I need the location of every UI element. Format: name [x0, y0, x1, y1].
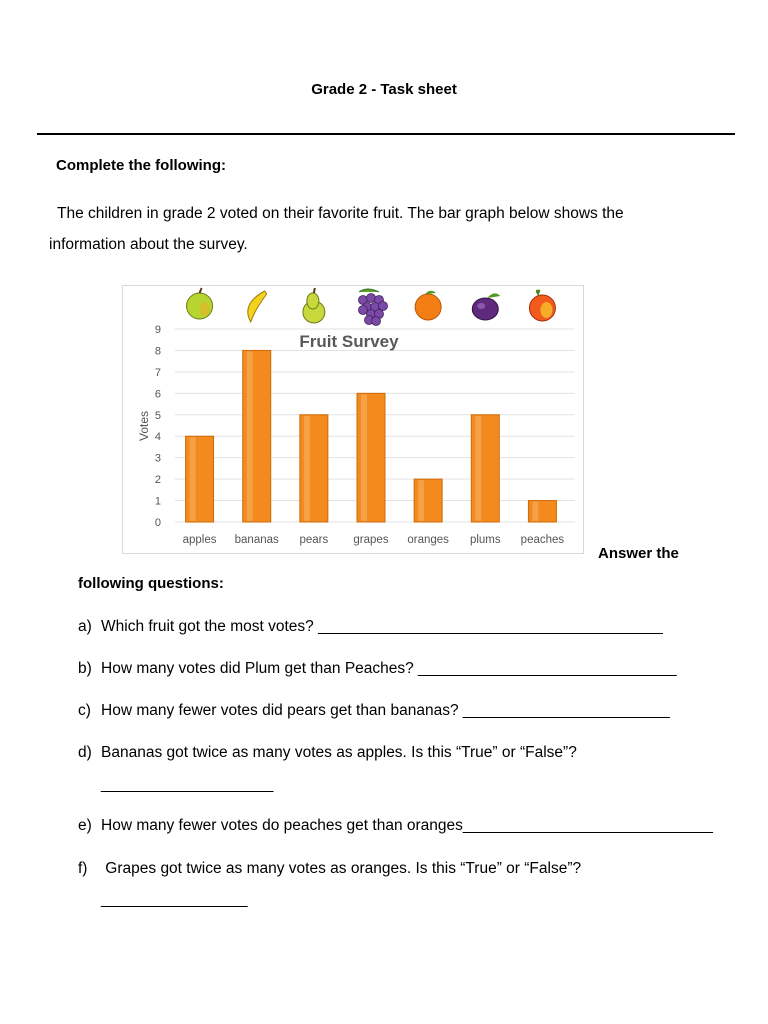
pear-icon [303, 288, 325, 323]
question-letter: a) [78, 618, 92, 635]
y-tick-label: 5 [154, 409, 161, 422]
chart-title: Fruit Survey [299, 332, 399, 351]
peach-icon [529, 290, 555, 321]
bar-highlight [304, 416, 310, 521]
question-letter: c) [78, 702, 91, 719]
y-tick-label: 9 [154, 324, 161, 336]
answer-heading-part2: following questions: [78, 575, 224, 592]
question-letter: b) [78, 660, 92, 677]
question-letter: d) [78, 744, 92, 761]
bar-highlight [418, 480, 424, 521]
bar-highlight [247, 351, 253, 521]
answer-line-d: ____________________ [101, 776, 274, 793]
bar-highlight [190, 437, 196, 521]
apple-icon [187, 288, 213, 319]
page-title: Grade 2 - Task sheet [311, 81, 457, 98]
question-letter: f) [78, 860, 88, 877]
y-axis-label: Votes [137, 410, 151, 442]
grapes-icon [359, 289, 388, 326]
chart-svg [123, 286, 583, 553]
bar-highlight [361, 394, 367, 521]
question-c [78, 702, 670, 720]
x-tick-label: apples [182, 534, 217, 546]
question-text: How many fewer votes did pears get than bananas? ________________________ [101, 702, 670, 719]
question-b [78, 660, 677, 678]
question-text: Which fruit got the most votes? ________________________________________ [101, 618, 663, 635]
question-letter: e) [78, 817, 92, 834]
x-tick-label: peaches [520, 534, 565, 546]
y-tick-label: 3 [154, 452, 161, 465]
title-divider [37, 133, 735, 135]
instructions-heading: Complete the following: [56, 157, 226, 174]
intro-paragraph [49, 198, 699, 260]
y-tick-label: 4 [154, 431, 161, 444]
y-tick-label: 8 [154, 345, 161, 358]
fruit-survey-chart [122, 285, 584, 554]
answer-heading-part1: Answer the [598, 545, 679, 562]
orange-icon [415, 291, 441, 320]
question-text: Bananas got twice as many votes as apples. Is this “True” or “False”? [101, 744, 577, 761]
x-tick-label: bananas [234, 534, 279, 546]
y-tick-label: 6 [154, 388, 161, 401]
x-tick-label: plums [469, 534, 501, 546]
y-tick-label: 1 [154, 495, 161, 508]
question-text: How many fewer votes do peaches get than oranges_____________________________ [101, 817, 713, 834]
bar-highlight [475, 416, 481, 521]
question-d [78, 744, 577, 762]
answer-line-f: _________________ [101, 891, 248, 908]
bar-highlight [532, 502, 538, 521]
question-e [78, 817, 713, 835]
y-tick-label: 0 [154, 517, 161, 529]
question-a [78, 618, 663, 636]
x-tick-label: grapes [353, 534, 389, 546]
plum-icon [472, 293, 500, 320]
question-text: Grapes got twice as many votes as oranges. Is this “True” or “False”? [101, 860, 582, 877]
intro-text: The children in grade 2 voted on their favorite fruit. The bar graph below shows the information about the survey. [49, 205, 624, 253]
question-text: How many votes did Plum get than Peaches? ______________________________ [101, 660, 677, 677]
y-tick-label: 2 [154, 474, 161, 487]
banana-icon [248, 291, 267, 322]
x-tick-label: pears [299, 534, 329, 546]
x-tick-label: oranges [407, 534, 449, 546]
question-f [78, 860, 581, 878]
y-tick-label: 7 [154, 366, 161, 379]
